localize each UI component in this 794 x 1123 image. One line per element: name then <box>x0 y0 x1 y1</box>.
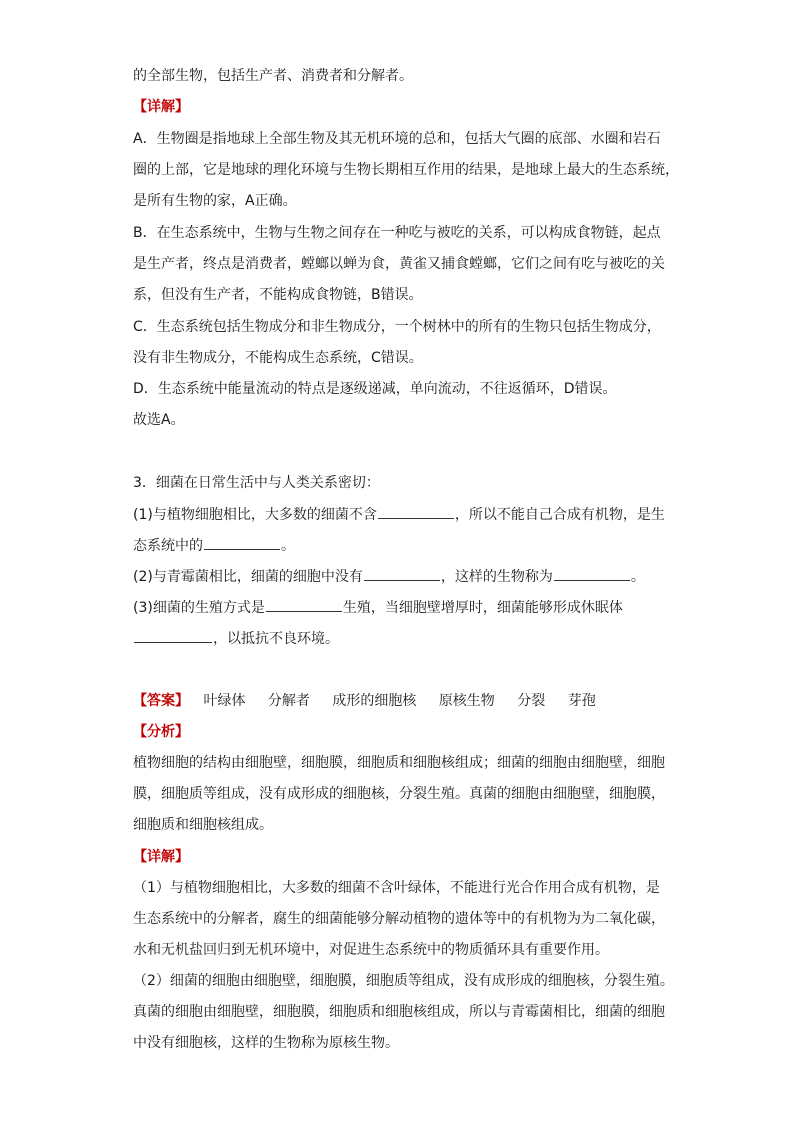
answer-item: 原核生物 <box>438 693 495 709</box>
detail-heading-2: 【详解】 <box>133 849 189 865</box>
answer-blank[interactable] <box>204 535 280 550</box>
option-d-line-1: D．生态系统中能量流动的特点是逐级递减，单向流动，不往返循环，D错误。 <box>133 381 617 397</box>
choice-line: 故选A。 <box>133 412 185 428</box>
answer-item: 分解者 <box>267 693 310 709</box>
text-line: 的全部生物，包括生产者、消费者和分解者。 <box>133 68 413 84</box>
question-part-1-line-2: 态系统中的 。 <box>133 535 295 556</box>
analysis-line-3: 细胞质和细胞核组成。 <box>133 817 273 833</box>
analysis-line-2: 膜，细胞质等组成，没有成形成的细胞核，分裂生殖。真菌的细胞由细胞壁，细胞膜， <box>133 786 665 802</box>
answer-blank[interactable] <box>364 566 440 581</box>
option-a-line-3: 是所有生物的家，A正确。 <box>133 193 297 209</box>
answer-item: 分裂 <box>517 693 546 709</box>
detail-line-3: 水和无机盐回归到无机环境中，对促进生态系统中的物质循环具有重要作用。 <box>133 942 609 958</box>
detail-line-2: 生态系统中的分解者，腐生的细菌能够分解动植物的遗体等中的有机物为为二氧化碳， <box>133 911 665 927</box>
analysis-heading: 【分析】 <box>133 724 189 740</box>
detail-heading: 【详解】 <box>133 99 189 115</box>
option-b-line-2: 是生产者，终点是消费者，螳螂以蝉为食，黄雀又捕食螳螂，它们之间有吃与被吃的关 <box>133 256 665 272</box>
option-c-line-2: 没有非生物成分，不能构成生态系统，C错误。 <box>133 350 423 366</box>
detail-line-5: 真菌的细胞由细胞壁，细胞膜，细胞质和细胞核组成，所以与青霉菌相比，细菌的细胞 <box>133 1004 665 1020</box>
answer-blank[interactable] <box>266 597 342 612</box>
question-part-3-line-1: (3)细菌的生殖方式是 生殖，当细胞壁增厚时，细菌能够形成休眠体 <box>133 597 623 618</box>
answer-blank[interactable] <box>134 628 212 643</box>
detail-line-6: 中没有细胞核，这样的生物称为原核生物。 <box>133 1035 399 1051</box>
answer-heading: 【答案】 <box>133 693 189 709</box>
answer-item: 成形的细胞核 <box>332 693 417 709</box>
option-b-line-1: B．在生态系统中，生物与生物之间存在一种吃与被吃的关系，可以构成食物链，起点 <box>133 225 661 241</box>
detail-line-1: （1）与植物细胞相比，大多数的细菌不含叶绿体，不能进行光合作用合成有机物，是 <box>133 880 660 896</box>
answer-line <box>133 691 614 711</box>
option-a-line-1: A．生物圈是指地球上全部生物及其无机环境的总和，包括大气圈的底部、水圈和岩石 <box>133 131 661 147</box>
analysis-line-1: 植物细胞的结构由细胞壁，细胞膜，细胞质和细胞核组成；细菌的细胞由细胞壁，细胞 <box>133 755 665 771</box>
question-part-3-line-2: ，以抵抗不良环境。 <box>133 628 339 649</box>
answer-item: 叶绿体 <box>203 693 246 709</box>
question-part-2: (2)与青霉菌相比，细菌的细胞中没有 ，这样的生物称为 。 <box>133 566 645 587</box>
option-c-line-1: C．生态系统包括生物成分和非生物成分，一个树林中的所有的生物只包括生物成分， <box>133 319 661 335</box>
answer-blank[interactable] <box>378 504 454 519</box>
answer-blank[interactable] <box>554 566 630 581</box>
option-a-line-2: 圈的上部，它是地球的理化环境与生物长期相互作用的结果，是地球上最大的生态系统， <box>133 162 679 178</box>
answer-item: 芽孢 <box>567 693 596 709</box>
detail-line-4: （2）细菌的细胞由细胞壁，细胞膜，细胞质等组成，没有成形成的细胞核，分裂生殖。 <box>133 973 674 989</box>
question-title: 3．细菌在日常生活中与人类关系密切： <box>133 475 380 491</box>
question-part-1-line-1: (1)与植物细胞相比，大多数的细菌不含 ，所以不能自己合成有机物，是生 <box>133 504 665 525</box>
option-b-line-3: 系，但没有生产者，不能构成食物链，B错误。 <box>133 287 423 303</box>
